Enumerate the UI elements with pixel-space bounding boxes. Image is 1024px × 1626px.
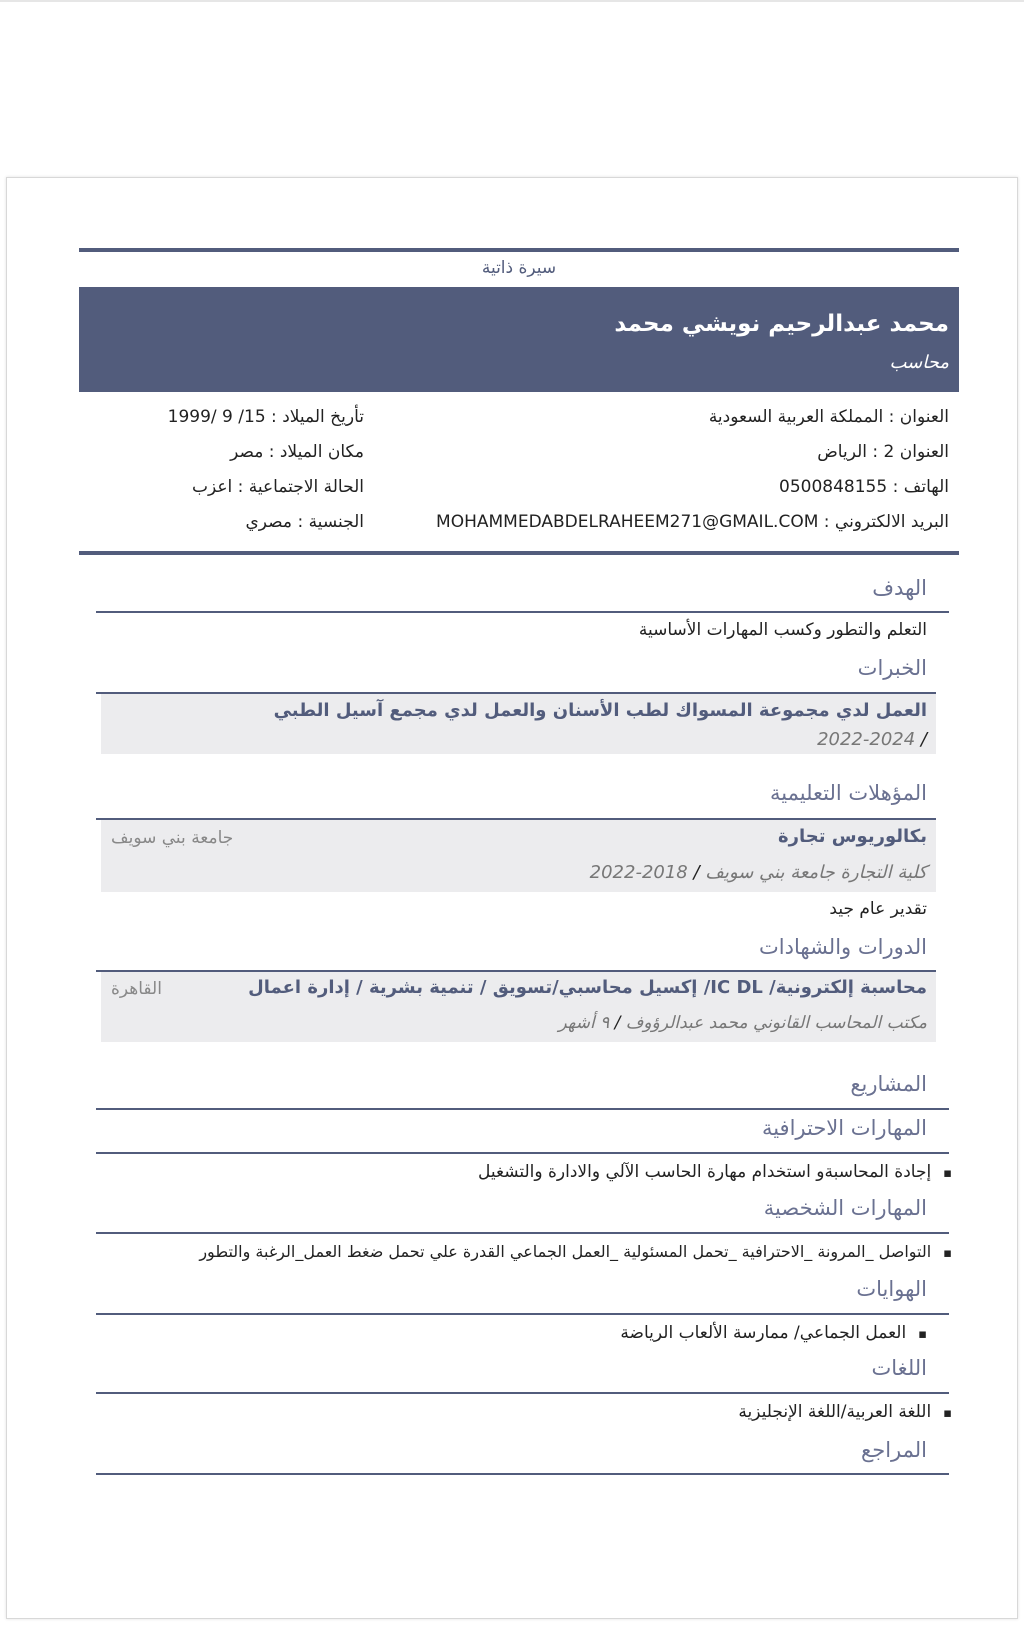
section-line-references <box>96 1473 949 1475</box>
section-heading-hobbies: الهوايات <box>856 1277 927 1301</box>
courses-title: محاسبة إلكترونية/ IC DL/ إكسيل محاسبي/تسويق / تنمية بشرية / إدارة اعمال <box>248 977 927 998</box>
experience-title: العمل لدي مجموعة المسواك لطب الأسنان والعمل لدي مجمع آسيل الطبي <box>273 700 927 721</box>
section-line-projects <box>96 1108 949 1110</box>
courses-provider-row <box>559 1013 927 1033</box>
section-heading-education: المؤهلات التعليمية <box>770 781 927 805</box>
experience-period-row <box>817 729 927 750</box>
address-2: العنوان 2 : الرياض <box>817 442 949 462</box>
section-line-hobbies <box>96 1313 949 1315</box>
document-title: سيرة ذاتية <box>79 248 959 278</box>
email-address: MOHAMMEDABDELRAHEEM271@GMAIL.COM <box>436 512 819 532</box>
section-heading-objective: الهدف <box>872 576 927 600</box>
education-details-row <box>590 862 927 883</box>
courses-location: القاهرة <box>111 979 162 999</box>
section-heading-experience: الخبرات <box>857 656 927 680</box>
personal-skill-item: ▪ التواصل _المرونة _الاحترافية _تحمل المسئولية _العمل الجماعي القدرة علي تحمل ضغط العمل_الرغبة والتطور <box>199 1242 952 1261</box>
address: العنوان : المملكة العربية السعودية <box>708 407 949 427</box>
header-divider <box>79 551 959 555</box>
education-grade: تقدير عام جيد <box>829 899 927 919</box>
dob-row <box>168 407 364 427</box>
courses-provider: مكتب المحاسب القانوني محمد عبدالرؤوف <box>625 1013 927 1033</box>
section-heading-languages: اللغات <box>871 1356 927 1380</box>
courses-separator: / <box>614 1013 621 1033</box>
nationality: الجنسية : مصري <box>245 512 364 532</box>
language-item: ▪ اللغة العربية/اللغة الإنجليزية <box>738 1402 952 1422</box>
full-name: محمد عبدالرحيم نويشي محمد <box>614 311 949 337</box>
screen-top-edge <box>0 0 1024 2</box>
marital-status: الحالة الاجتماعية : اعزب <box>192 477 364 497</box>
email-label: البريد الالكتروني : <box>818 512 949 532</box>
section-heading-courses: الدورات والشهادات <box>759 935 927 959</box>
courses-duration: ٩ أشهر <box>558 1013 610 1033</box>
experience-period: 2022-2024 <box>817 729 916 750</box>
section-heading-personal-skills: المهارات الشخصية <box>763 1196 927 1220</box>
experience-separator: / <box>920 729 927 750</box>
name-banner <box>79 287 959 392</box>
professional-skill-item: ▪ إجادة المحاسبةو استخدام مهارة الحاسب الآلي والادارة والتشغيل <box>478 1162 952 1182</box>
section-heading-references: المراجع <box>861 1438 927 1462</box>
email-row <box>436 512 949 532</box>
education-period: 2018-2022 <box>589 862 688 883</box>
job-title: محاسب <box>889 352 949 373</box>
dob-value: 15/ 9 /1999 <box>167 407 266 427</box>
education-college: كلية التجارة جامعة بني سويف <box>705 862 927 883</box>
education-degree: بكالوريوس تجارة <box>777 826 927 847</box>
section-heading-professional-skills: المهارات الاحترافية <box>761 1116 927 1140</box>
phone-number: 0500848155 <box>779 477 888 497</box>
phone-row <box>779 477 949 497</box>
section-line-objective <box>96 611 949 613</box>
objective-text: التعلم والتطور وكسب المهارات الأساسية <box>638 620 927 640</box>
education-separator: / <box>693 862 700 883</box>
hobby-item: ▪ العمل الجماعي/ ممارسة الألعاب الرياضة <box>620 1323 927 1343</box>
section-line-personal-skills <box>96 1232 949 1234</box>
section-heading-projects: المشاريع <box>850 1072 927 1096</box>
education-location: جامعة بني سويف <box>111 828 234 848</box>
dob-label: تأريخ الميلاد : <box>265 407 364 427</box>
section-line-languages <box>96 1392 949 1394</box>
section-line-professional-skills <box>96 1152 949 1154</box>
birthplace: مكان الميلاد : مصر <box>230 442 364 462</box>
phone-label: الهاتف : <box>887 477 949 497</box>
